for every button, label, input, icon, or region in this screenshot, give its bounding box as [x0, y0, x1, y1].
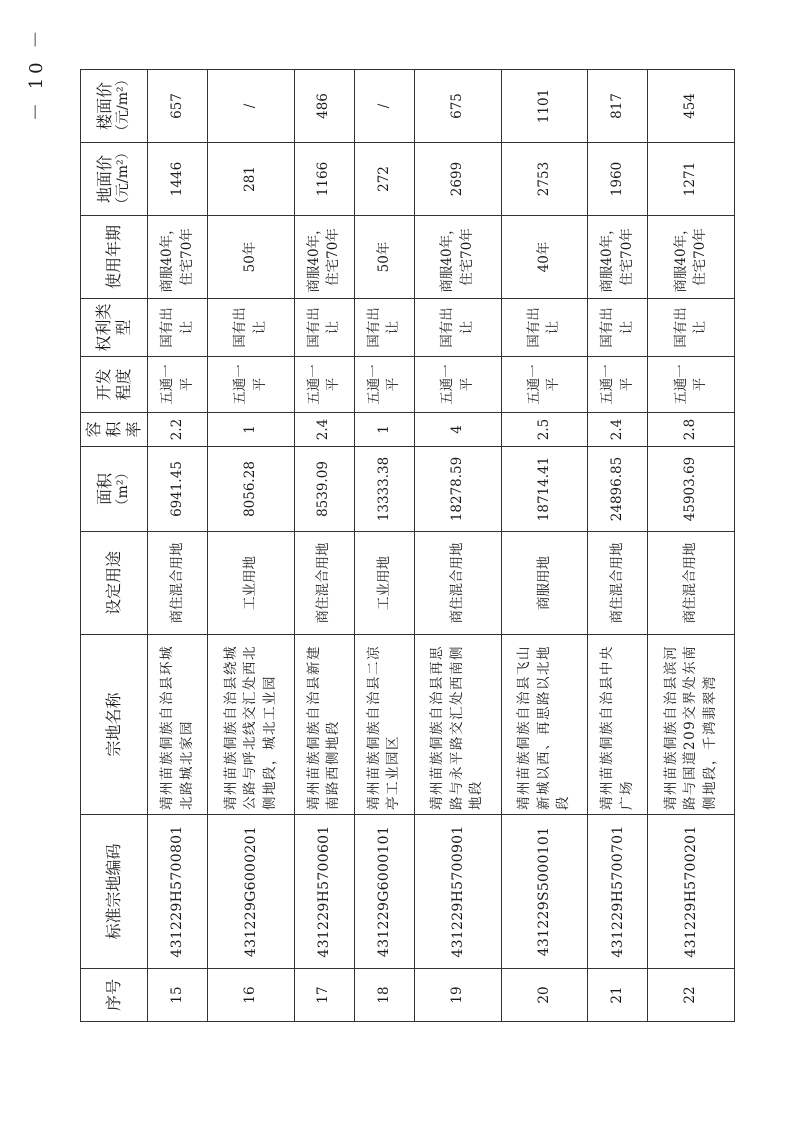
cell-name: 靖州苗族侗族自治县绕城公路与呼北线交汇处西北侧地段，城北工业园	[208, 635, 295, 815]
cell-rights: 国有出让	[148, 299, 208, 357]
cell-name: 靖州苗族侗族自治县中央广场	[588, 635, 648, 815]
cell-area: 6941.45	[148, 447, 208, 532]
cell-area: 24896.85	[588, 447, 648, 532]
header-area-unit: （m²）	[115, 465, 132, 513]
cell-floor-price: 675	[414, 70, 501, 143]
cell-far: 2.4	[588, 413, 648, 447]
cell-far: 2.8	[648, 413, 735, 447]
cell-far: 2.2	[148, 413, 208, 447]
table-row	[294, 70, 354, 1022]
cell-far: 1	[208, 413, 295, 447]
cell-name: 靖州苗族侗族自治县二凉亭工业园区	[354, 635, 414, 815]
cell-dev: 五通一平	[414, 357, 501, 413]
cell-term: 商服40年，住宅70年	[148, 216, 208, 299]
cell-far: 4	[414, 413, 501, 447]
cell-term: 商服40年，住宅70年	[414, 216, 501, 299]
cell-dev: 五通一平	[588, 357, 648, 413]
table-row	[501, 70, 588, 1022]
header-term: 使用年期	[81, 216, 148, 299]
header-use: 设定用途	[81, 532, 148, 635]
header-area-label: 面积	[95, 473, 115, 506]
header-area	[81, 447, 148, 532]
cell-seq: 18	[354, 969, 414, 1022]
cell-area: 18714.41	[501, 447, 588, 532]
table-row	[148, 70, 208, 1022]
cell-area: 8056.28	[208, 447, 295, 532]
cell-floor-price: 657	[148, 70, 208, 143]
table-row	[648, 70, 735, 1022]
cell-rights: 国有出让	[208, 299, 295, 357]
cell-code: 431229H5700801	[148, 815, 208, 969]
cell-seq: 17	[294, 969, 354, 1022]
cell-rights: 国有出让	[414, 299, 501, 357]
cell-rights: 国有出让	[648, 299, 735, 357]
cell-dev: 五通一平	[501, 357, 588, 413]
header-seq: 序号	[81, 969, 148, 1022]
table-row	[208, 70, 295, 1022]
header-dev: 开发程度	[81, 357, 148, 413]
header-land-price	[81, 143, 148, 216]
header-floor-price-unit: （元/m²）	[115, 72, 132, 138]
cell-seq: 15	[148, 969, 208, 1022]
cell-seq: 19	[414, 969, 501, 1022]
table-row	[354, 70, 414, 1022]
cell-term: 商服40年，住宅70年	[588, 216, 648, 299]
cell-use: 商住混合用地	[294, 532, 354, 635]
page-number: － 10 －	[26, 26, 47, 121]
cell-code: 431229G6000201	[208, 815, 295, 969]
cell-rights: 国有出让	[294, 299, 354, 357]
header-land-price-label: 地面价	[95, 155, 115, 204]
cell-land-price: 1960	[588, 143, 648, 216]
cell-floor-price: /	[354, 70, 414, 143]
header-floor-price	[81, 70, 148, 143]
cell-use: 工业用地	[208, 532, 295, 635]
cell-term: 50年	[354, 216, 414, 299]
header-rights: 权利类型	[81, 299, 148, 357]
cell-use: 商住混合用地	[414, 532, 501, 635]
cell-name: 靖州苗族侗族自治县再思路与永平路交汇处西南侧地段	[414, 635, 501, 815]
cell-rights: 国有出让	[588, 299, 648, 357]
cell-dev: 五通一平	[294, 357, 354, 413]
cell-dev: 五通一平	[208, 357, 295, 413]
cell-dev: 五通一平	[648, 357, 735, 413]
table-row	[588, 70, 648, 1022]
cell-code: 431229H5700601	[294, 815, 354, 969]
cell-name: 靖州苗族侗族自治县新建南路西侧地段	[294, 635, 354, 815]
cell-area: 13333.38	[354, 447, 414, 532]
cell-floor-price: 817	[588, 70, 648, 143]
cell-name: 靖州苗族侗族自治县飞山新城以西、再思路以北地段	[501, 635, 588, 815]
cell-floor-price: 486	[294, 70, 354, 143]
cell-floor-price: 1101	[501, 70, 588, 143]
cell-rights: 国有出让	[501, 299, 588, 357]
cell-seq: 21	[588, 969, 648, 1022]
cell-term: 商服40年，住宅70年	[294, 216, 354, 299]
cell-land-price: 1271	[648, 143, 735, 216]
cell-term: 50年	[208, 216, 295, 299]
cell-seq: 22	[648, 969, 735, 1022]
cell-use: 商服用地	[501, 532, 588, 635]
cell-use: 商住混合用地	[648, 532, 735, 635]
header-name: 宗地名称	[81, 635, 148, 815]
cell-name: 靖州苗族侗族自治县滨河路与国道209交界处东南侧地段，千鸿翡翠湾	[648, 635, 735, 815]
cell-land-price: 2699	[414, 143, 501, 216]
cell-use: 商住混合用地	[148, 532, 208, 635]
cell-code: 431229H5700901	[414, 815, 501, 969]
cell-code: 431229G6000101	[354, 815, 414, 969]
header-land-price-unit: （元/m²）	[115, 145, 132, 211]
cell-rights: 国有出让	[354, 299, 414, 357]
cell-land-price: 281	[208, 143, 295, 216]
table-row	[414, 70, 501, 1022]
cell-code: 431229H5700201	[648, 815, 735, 969]
table-header-row	[81, 70, 148, 1022]
cell-floor-price: 454	[648, 70, 735, 143]
cell-use: 工业用地	[354, 532, 414, 635]
cell-area: 18278.59	[414, 447, 501, 532]
cell-seq: 16	[208, 969, 295, 1022]
cell-name: 靖州苗族侗族自治县环城北路城北家园	[148, 635, 208, 815]
header-floor-price-label: 楼面价	[95, 82, 115, 131]
cell-seq: 20	[501, 969, 588, 1022]
cell-area: 8539.09	[294, 447, 354, 532]
cell-land-price: 272	[354, 143, 414, 216]
cell-land-price: 1446	[148, 143, 208, 216]
cell-dev: 五通一平	[354, 357, 414, 413]
cell-land-price: 1166	[294, 143, 354, 216]
cell-term: 商服40年，住宅70年	[648, 216, 735, 299]
cell-area: 45903.69	[648, 447, 735, 532]
cell-term: 40年	[501, 216, 588, 299]
cell-code: 431229H5700701	[588, 815, 648, 969]
cell-floor-price: /	[208, 70, 295, 143]
cell-far: 2.4	[294, 413, 354, 447]
cell-use: 商住混合用地	[588, 532, 648, 635]
land-price-table	[80, 69, 735, 1022]
header-code: 标准宗地编码	[81, 815, 148, 969]
header-far: 容积率	[81, 413, 148, 447]
cell-land-price: 2753	[501, 143, 588, 216]
cell-far: 2.5	[501, 413, 588, 447]
cell-far: 1	[354, 413, 414, 447]
cell-dev: 五通一平	[148, 357, 208, 413]
cell-code: 431229S5000101	[501, 815, 588, 969]
